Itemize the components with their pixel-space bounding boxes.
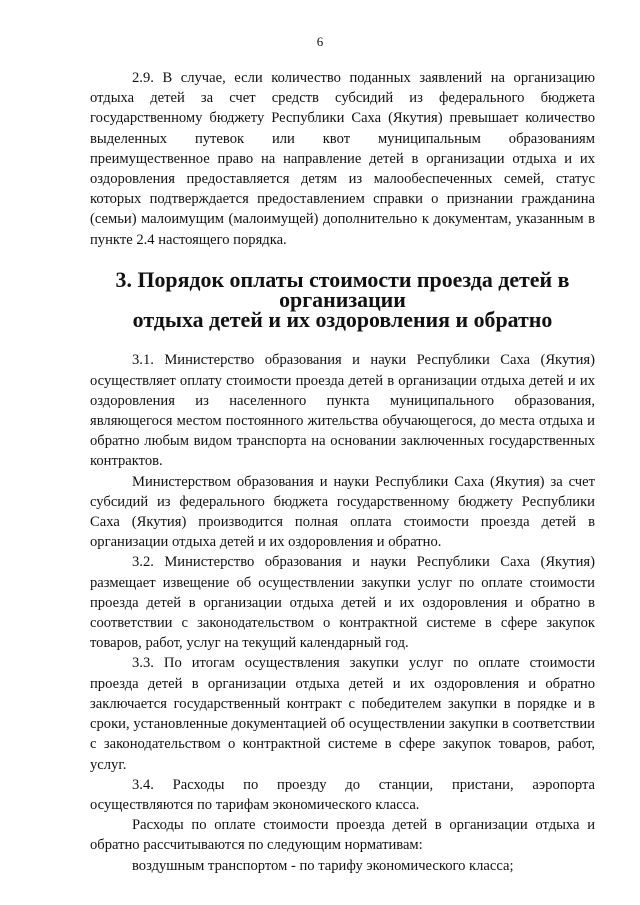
document-body [90, 68, 595, 876]
paragraph-3-4-air-transport: воздушным транспортом - по тарифу экономического класса; [132, 857, 514, 874]
section-3-heading [90, 266, 595, 333]
paragraph-3-2: 3.2. Министерство образования и науки Республики Саха (Якутия) размещает извещение об осуществлении закупки услуг по оплате стоимости проезда детей в организации отдыха детей и их оздоровления и обратно в соответствии с законодательством о контрактной системе в сфере закупок товаров, работ, услуг на текущий календарный год. [90, 554, 595, 652]
paragraph-2-9: 2.9. В случае, если количество поданных заявлений на организацию отдыха детей за счет средств субсидий из федерального бюджета государственному бюджету Республики Саха (Якутия) превышает количество выделенных путевок или квот муниципальным образованиям преимущественное право на направление детей в организации отдыха и их оздоровления предоставляется детям из малообеспеченных семей, статус которых подтверждается предоставлением справки о признании гражданина (семьи) малоимущим (малоимущей) дополнительно к документам, указанным в пункте 2.4 настоящего порядка. [90, 70, 595, 248]
paragraph-3-4: 3.4. Расходы по проезду до станции, пристани, аэропорта осуществляются по тарифам экономического класса. [90, 776, 595, 813]
page-number: 6 [316, 34, 324, 49]
section-3-heading-line-2: отдыха детей и их оздоровления и обратно [132, 307, 553, 333]
spacer [90, 330, 595, 350]
paragraph-3-1: 3.1. Министерство образования и науки Республики Саха (Якутия) осуществляет оплату стоимости проезда детей в организации отдыха детей и их оздоровления из населенного пункта муниципального образования, являющегося местом постоянного жительства обучающегося, до места отдыха и обратно любым видом транспорта на основании заключенных государственных контрактов. [90, 352, 595, 470]
section-3-heading-line-1: 3. Порядок оплаты стоимости проезда детей в организации [115, 266, 570, 313]
paragraph-3-4-norms: Расходы по оплате стоимости проезда детей в организации отдыха и обратно рассчитываются по следующим нормативам: [90, 817, 595, 854]
paragraph-3-1-continued: Министерством образования и науки Республики Саха (Якутия) за счет субсидий из федерального бюджета государственному бюджету Республики Саха (Якутия) производится полная оплата стоимости проезда детей в организации отдыха детей и их оздоровления и обратно. [90, 473, 595, 551]
paragraph-3-3: 3.3. По итогам осуществления закупки услуг по оплате стоимости проезда детей в организации отдыха детей и их оздоровления и обратно заключается государственный контракт с победителем закупки в порядке и в сроки, установленные документацией об осуществлении закупки в соответствии с законодательством о контрактной системе в сфере закупок товаров, работ, услуг. [90, 655, 595, 773]
